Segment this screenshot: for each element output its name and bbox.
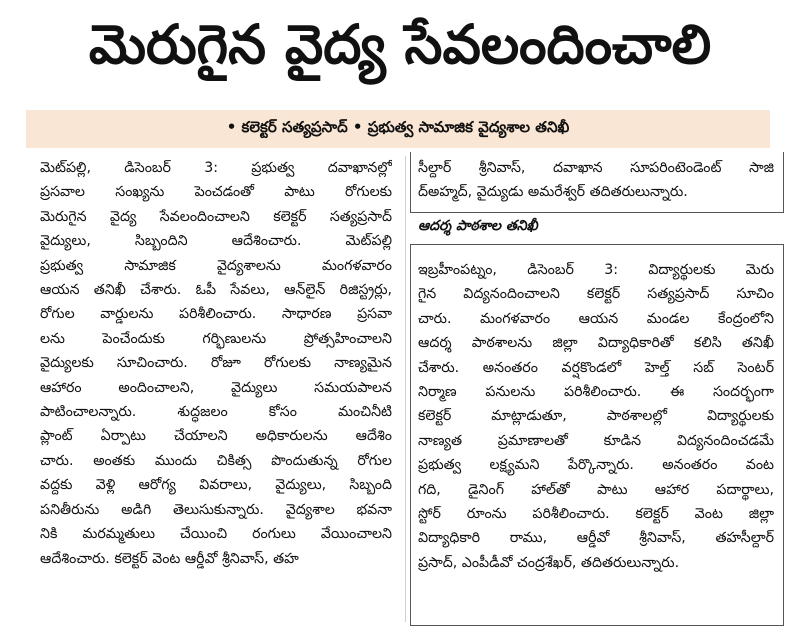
text-line: వైద్యులు, సిబ్బందిని ఆదేశించారు. మెట్‌పల్లి xyxy=(40,233,392,250)
text-line: ఆయన తనిఖీ చేశారు. ఓపీ సేవలు, ఆన్‌లైన్ రిజిస్ట్రర్లు, xyxy=(40,282,392,299)
text-line: ప్రసాద్, ఎంపీడీవో చంద్రశేఖర్, తదితరులున్నారు. xyxy=(418,554,680,571)
text-line: పనితీరును అడిగి తెలుసుకున్నారు. వైద్యశాల భవనా xyxy=(40,501,392,518)
text-line: చారు. అంతకు ముందు చికిత్స పొందుతున్న రోగుల xyxy=(40,452,392,469)
text-line: ద్‌అహ్మద్, వైద్యుడు అమరేశ్వర్ తదితరులున్నారు. xyxy=(418,184,688,201)
text-line: ప్రసవాల సంఖ్యను పెంచడంతో పాటు రోగులకు xyxy=(40,184,392,201)
text-line: పాటించాలన్నారు. శుద్ధజలం కోసం మంచినీటి xyxy=(40,404,392,421)
column-divider xyxy=(405,156,406,622)
headline: మెరుగైన వైద్య సేవలందించాలి xyxy=(88,12,712,76)
text-line: సీల్దార్ శ్రీనివాస్, దవాఖాన సూపరింటెండెంట్ సాజి xyxy=(418,160,774,176)
right-bottom-column xyxy=(418,258,774,575)
text-line: నిర్మాణ పనులను పరిశీలించారు. ఈ సందర్భంగా xyxy=(418,384,774,401)
text-line: లను పెంచేందుకు గర్భిణులను ప్రోత్సహించాలని xyxy=(40,330,392,347)
text-line: వద్దకు వెళ్లి ఆరోగ్య వివరాలు, వైద్యులు, సిబ్బంది xyxy=(40,477,392,494)
text-line: ఆదర్శ పాఠశాలను జిల్లా విద్యాధికారితో కలిసి తనిఖీ xyxy=(418,335,774,352)
subhead-banner: • కలెక్టర్ సత్యప్రసాద్ • ప్రభుత్వ సామాజిక వైద్యశాల తనిఖీ xyxy=(26,110,770,148)
text-line: ప్రభుత్వ లక్ష్యమని పేర్కొన్నారు. అనంతరం వంట xyxy=(418,457,774,474)
subsection-title: ఆదర్శ పాఠశాల తనిఖీ xyxy=(418,218,538,234)
text-line: స్టోర్ రూంను పరిశీలించారు. కలెక్టర్ వెంట జిల్లా xyxy=(418,506,774,523)
text-line: ప్రభుత్వ సామాజిక వైద్యశాలను మంగళవారం xyxy=(40,257,392,274)
text-line: ఆహారం అందించాలని, వైద్యులు సమయపాలన xyxy=(40,379,392,396)
text-line: వైద్యులకు సూచించారు. రోజూ రోగులకు నాణ్యమైన xyxy=(40,355,392,372)
left-column xyxy=(40,156,392,571)
text-line: ప్లాంట్ ఏర్పాటు చేయాలని అధికారులను ఆదేశిం xyxy=(40,428,392,445)
text-line: మెరుగైన వైద్య సేవలందించాలని కలెక్టర్ సత్యప్రసాద్ xyxy=(40,208,392,225)
text-line: విద్యాధికారి రాము, ఆర్డీవో శ్రీనివాస్, తహసీల్దార్ xyxy=(418,530,774,547)
text-line: ఇబ్రహీంపట్నం, డిసెంబర్ 3: విద్యార్థులకు మెరు xyxy=(418,262,774,278)
text-line: చారు. మంగళవారం ఆయన మండల కేంద్రంలోని xyxy=(418,310,774,327)
text-line: గది, డైనింగ్ హాల్‌తో పాటు ఆహార పదార్థాలు, xyxy=(418,481,774,498)
right-top-column xyxy=(418,156,774,205)
text-line: నికి మరమ్మతులు చేయించి రంగులు వేయించాలని xyxy=(40,526,392,543)
text-line: నాణ్యత ప్రమాణాలతో కూడిన విద్యనందించడమే xyxy=(418,432,774,449)
text-line: ఆదేశించారు. కలెక్టర్ వెంట ఆర్డీవో శ్రీనివాస్, తహ xyxy=(40,550,299,567)
text-line: చేశారు. అనంతరం వర్షకొండలో హెల్త్ సబ్ సెంటర్ xyxy=(418,359,774,376)
text-line: మెట్‌పల్లి, డిసెంబర్ 3: ప్రభుత్వ దవాఖానల్లో xyxy=(40,160,392,176)
text-line: గైన విద్యనందించాలని కలెక్టర్ సత్యప్రసాద్ సూచిం xyxy=(418,286,774,303)
text-line: రోగుల వార్డులను పరిశీలించారు. సాధారణ ప్రసవా xyxy=(40,306,392,323)
text-line: కలెక్టర్ మాట్లాడుతూ, పాఠశాలల్లో విద్యార్థులకు xyxy=(418,408,774,425)
